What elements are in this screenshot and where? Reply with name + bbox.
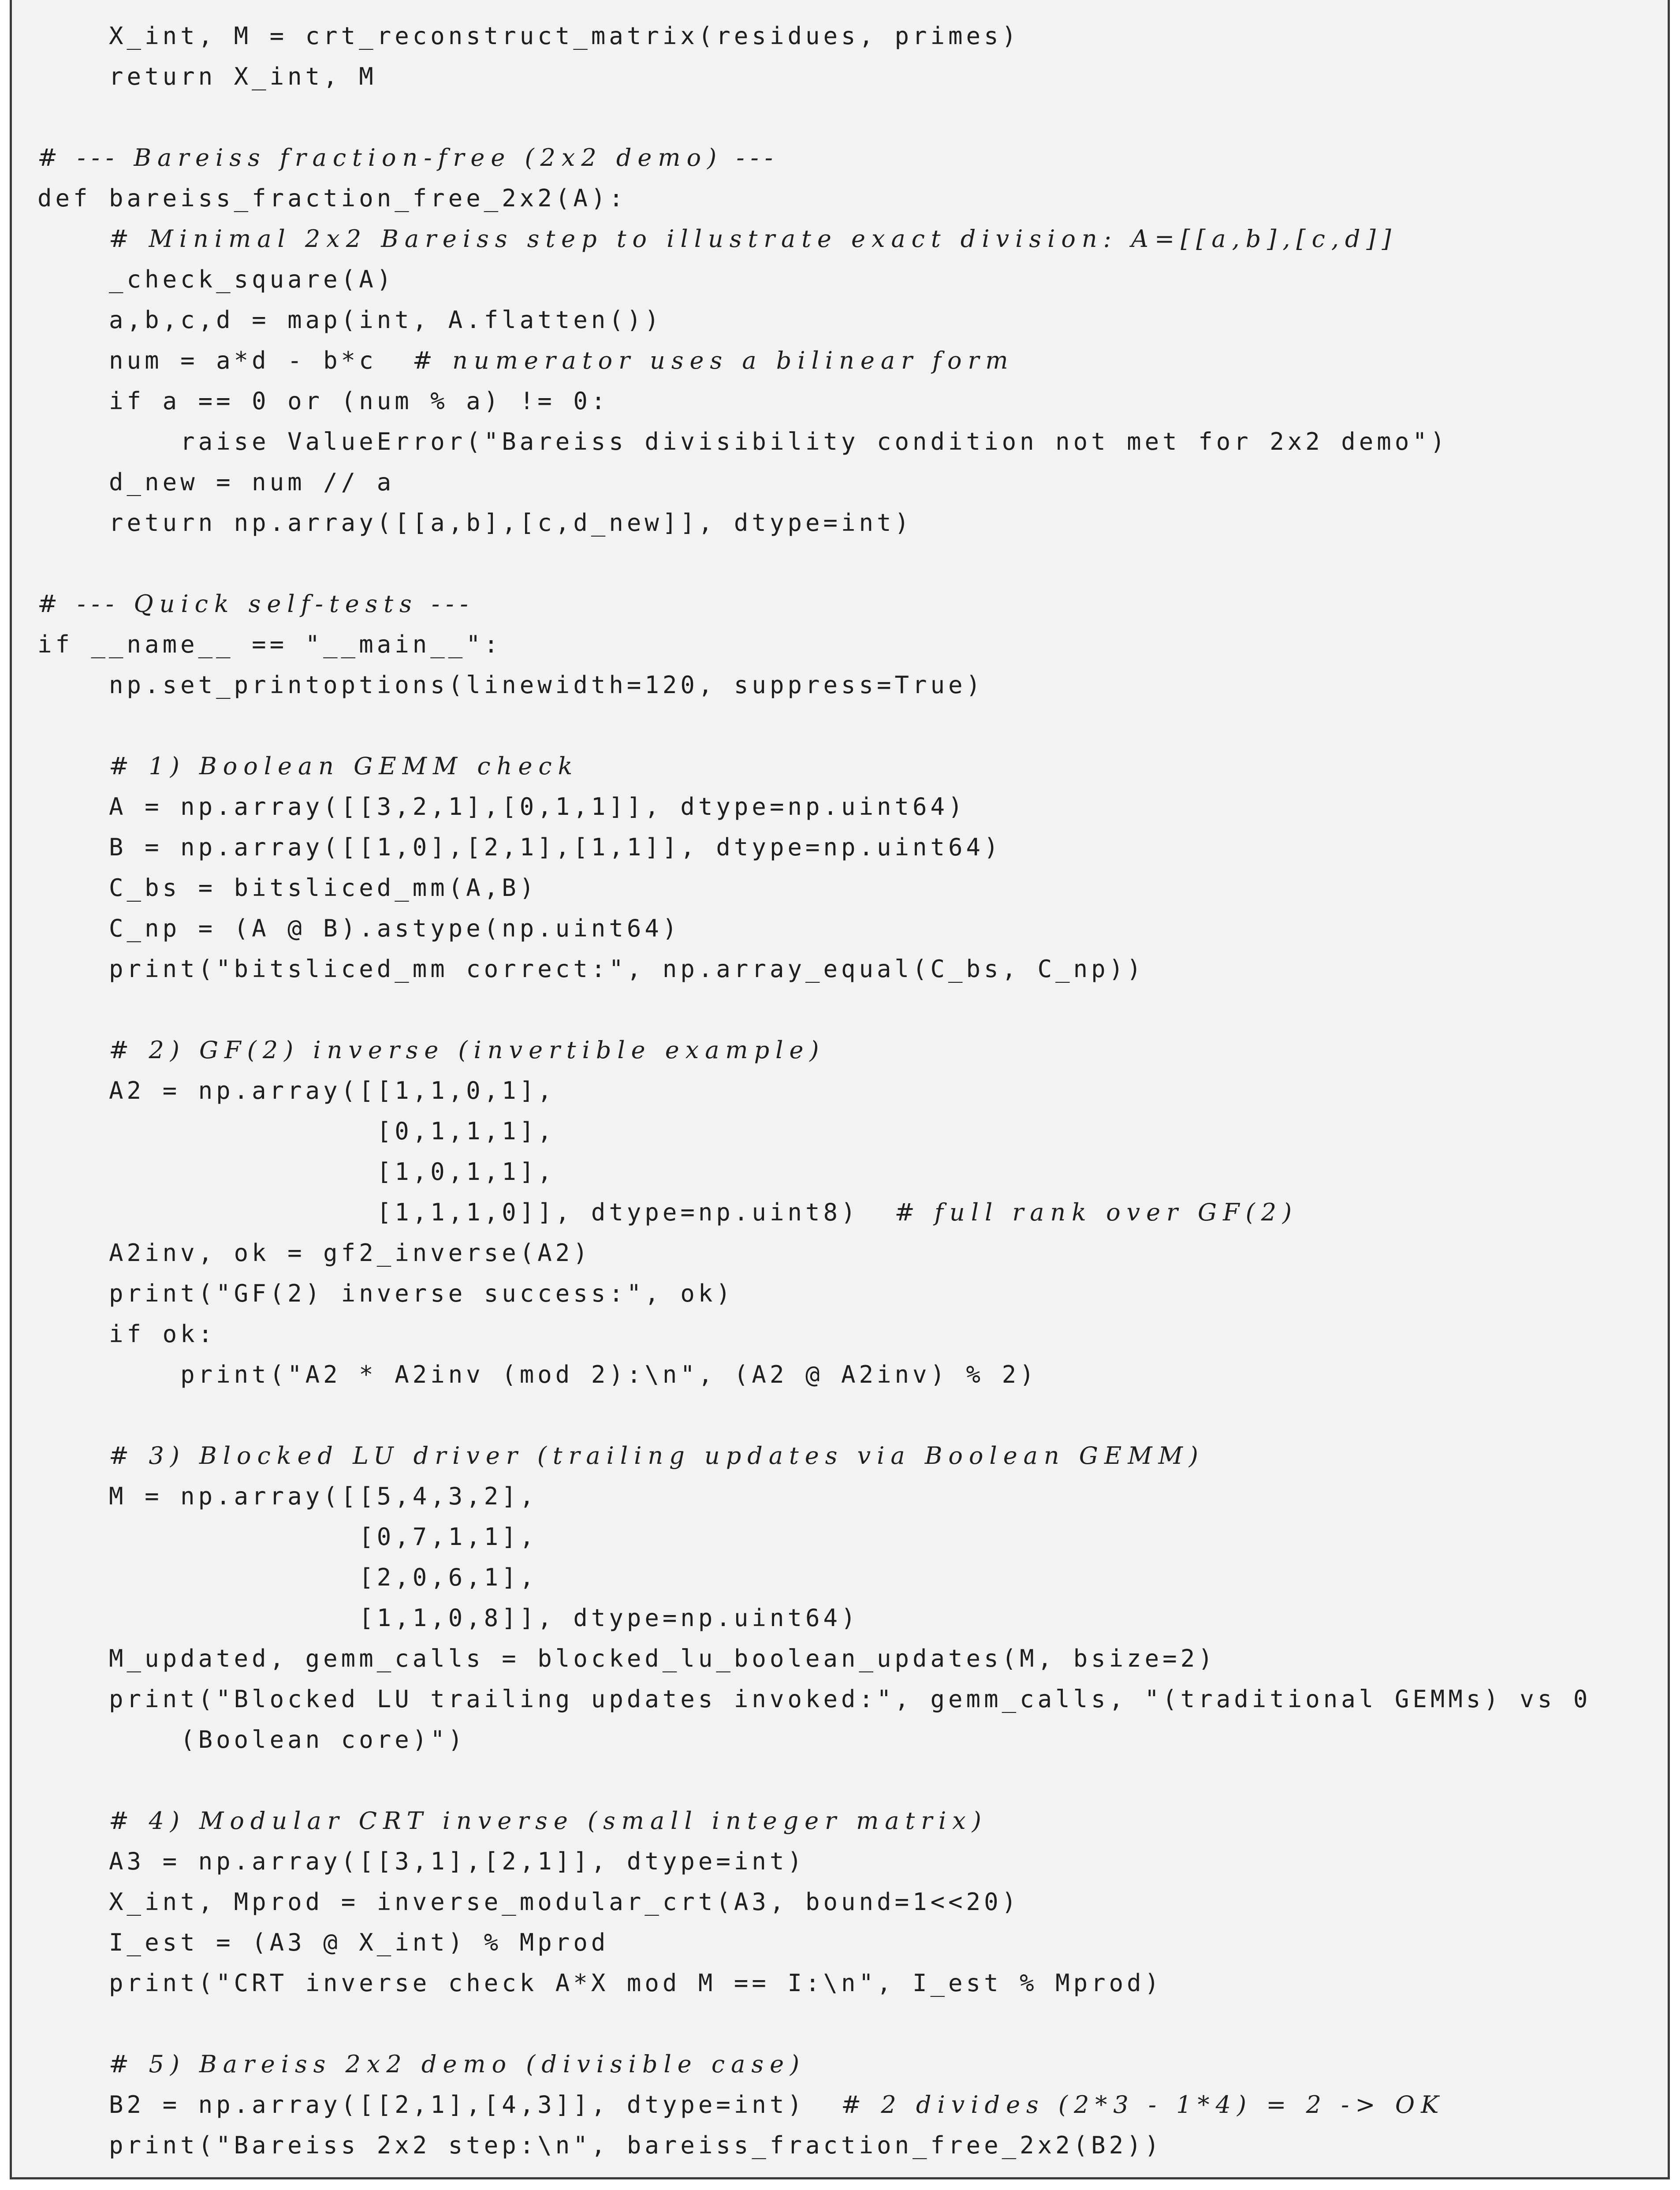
code-text: A = np.array([[3,2,1],[0,1,1]], dtype=np.uint64) <box>37 793 966 821</box>
code-listing <box>10 0 1670 2179</box>
code-line <box>37 868 1668 908</box>
code-line <box>37 381 1668 422</box>
code-line <box>37 2003 1668 2044</box>
code-text: B2 = np.array([[2,1],[4,3]], dtype=int) <box>37 2091 841 2119</box>
code-text: return np.array([[a,b],[c,d_new]], dtype=int) <box>37 509 913 537</box>
code-text <box>37 225 109 253</box>
code-line <box>37 1354 1668 1395</box>
code-text <box>37 752 109 780</box>
code-text: return X_int, M <box>37 63 377 90</box>
code-line <box>37 787 1668 827</box>
code-comment: # 2 divides (2*3 - 1*4) = 2 -> OK <box>841 2091 1445 2119</box>
code-line <box>37 989 1668 1030</box>
code-line <box>37 1152 1668 1192</box>
code-line <box>37 908 1668 949</box>
code-line <box>37 584 1668 624</box>
code-line <box>37 1760 1668 1801</box>
code-comment: # 5) Bareiss 2x2 demo (divisible case) <box>109 2050 806 2078</box>
code-text: print("Blocked LU trailing updates invoked:", gemm_calls, "(traditional GEMMs) vs 0 <box>37 1685 1591 1713</box>
code-text: B = np.array([[1,0],[2,1],[1,1]], dtype=np.uint64) <box>37 833 1002 861</box>
code-text: C_bs = bitsliced_mm(A,B) <box>37 874 538 902</box>
code-comment: # Minimal 2x2 Bareiss step to illustrate exact division: A=[[a,b],[c,d]] <box>109 225 1397 253</box>
code-line <box>37 1314 1668 1354</box>
code-line <box>37 665 1668 705</box>
code-text: print("bitsliced_mm correct:", np.array_equal(C_bs, C_np)) <box>37 955 1145 983</box>
code-line <box>37 624 1668 665</box>
code-text: np.set_printoptions(linewidth=120, suppress=True) <box>37 671 984 699</box>
code-line <box>37 1963 1668 2003</box>
code-text <box>37 1036 109 1064</box>
code-line <box>37 1233 1668 1273</box>
code-line <box>37 1679 1668 1720</box>
code-comment: # 1) Boolean GEMM check <box>109 752 579 780</box>
code-text: _check_square(A) <box>37 265 395 293</box>
code-text: X_int, Mprod = inverse_modular_crt(A3, bound=1<<20) <box>37 1888 1020 1916</box>
code-line <box>37 827 1668 868</box>
code-text: print("A2 * A2inv (mod 2):\n", (A2 @ A2inv) % 2) <box>37 1361 1038 1388</box>
code-line <box>37 259 1668 300</box>
code-line <box>37 1801 1668 1841</box>
code-line <box>37 1720 1668 1760</box>
code-line <box>37 1638 1668 1679</box>
code-line <box>37 503 1668 543</box>
code-text: if ok: <box>37 1320 216 1348</box>
code-line <box>37 1395 1668 1436</box>
code-comment: # 4) Modular CRT inverse (small integer matrix) <box>109 1807 987 1835</box>
code-line <box>37 1557 1668 1598</box>
code-text: [1,0,1,1], <box>37 1158 555 1186</box>
code-text: print("Bareiss 2x2 step:\n", bareiss_fraction_free_2x2(B2)) <box>37 2131 1163 2159</box>
code-text: if a == 0 or (num % a) != 0: <box>37 387 609 415</box>
code-line <box>37 16 1668 56</box>
code-line <box>37 462 1668 503</box>
code-line <box>37 2085 1668 2125</box>
code-line <box>37 1030 1668 1071</box>
code-line <box>37 1273 1668 1314</box>
code-line <box>37 1192 1668 1233</box>
code-block <box>37 16 1668 2166</box>
code-text: def bareiss_fraction_free_2x2(A): <box>37 184 627 212</box>
code-line <box>37 1071 1668 1111</box>
code-text: a,b,c,d = map(int, A.flatten()) <box>37 306 663 334</box>
code-text <box>37 2050 109 2078</box>
code-line <box>37 1598 1668 1638</box>
code-line <box>37 422 1668 462</box>
code-comment: # --- Bareiss fraction-free (2x2 demo) --- <box>37 144 779 172</box>
code-text: [1,1,1,0]], dtype=np.uint8) <box>37 1198 895 1226</box>
code-line <box>37 1111 1668 1152</box>
code-text: A3 = np.array([[3,1],[2,1]], dtype=int) <box>37 1847 805 1875</box>
code-line <box>37 178 1668 219</box>
code-comment: # 2) GF(2) inverse (invertible example) <box>109 1036 825 1064</box>
code-text: [0,1,1,1], <box>37 1117 555 1145</box>
code-text: [2,0,6,1], <box>37 1563 538 1591</box>
code-text <box>37 1807 109 1835</box>
code-text: print("CRT inverse check A*X mod M == I:\n", I_est % Mprod) <box>37 1969 1163 1997</box>
code-text: if __name__ == "__main__": <box>37 631 502 658</box>
code-line <box>37 2125 1668 2166</box>
code-line <box>37 1517 1668 1557</box>
code-comment: # --- Quick self-tests --- <box>37 590 474 618</box>
code-comment: # full rank over GF(2) <box>894 1198 1298 1226</box>
code-comment: # numerator uses a bilinear form <box>412 347 1014 374</box>
code-line <box>37 746 1668 787</box>
code-line <box>37 340 1668 381</box>
code-text: A2inv, ok = gf2_inverse(A2) <box>37 1239 591 1267</box>
code-comment: # 3) Blocked LU driver (trailing updates via Boolean GEMM) <box>109 1442 1204 1470</box>
code-line <box>37 1476 1668 1517</box>
code-text: [0,7,1,1], <box>37 1523 538 1551</box>
code-line <box>37 543 1668 584</box>
code-text: (Boolean core)") <box>37 1726 466 1753</box>
code-line <box>37 1436 1668 1476</box>
code-text: num = a*d - b*c <box>37 347 413 374</box>
code-text: raise ValueError("Bareiss divisibility condition not met for 2x2 demo") <box>37 428 1449 455</box>
code-line <box>37 138 1668 178</box>
code-text: C_np = (A @ B).astype(np.uint64) <box>37 914 681 942</box>
code-line <box>37 1882 1668 1922</box>
code-text <box>37 1442 109 1470</box>
code-line <box>37 56 1668 97</box>
code-text: print("GF(2) inverse success:", ok) <box>37 1280 734 1307</box>
code-line <box>37 219 1668 259</box>
code-line <box>37 1841 1668 1882</box>
code-line <box>37 949 1668 989</box>
code-line <box>37 300 1668 340</box>
code-text: X_int, M = crt_reconstruct_matrix(residues, primes) <box>37 22 1020 50</box>
code-text: M_updated, gemm_calls = blocked_lu_boolean_updates(M, bsize=2) <box>37 1645 1216 1672</box>
code-text: d_new = num // a <box>37 468 395 496</box>
code-line <box>37 1922 1668 1963</box>
code-line <box>37 2044 1668 2085</box>
code-text: A2 = np.array([[1,1,0,1], <box>37 1077 555 1104</box>
code-text: M = np.array([[5,4,3,2], <box>37 1482 538 1510</box>
code-text: I_est = (A3 @ X_int) % Mprod <box>37 1929 609 1956</box>
code-text: [1,1,0,8]], dtype=np.uint64) <box>37 1604 859 1632</box>
code-line <box>37 97 1668 138</box>
code-line <box>37 705 1668 746</box>
